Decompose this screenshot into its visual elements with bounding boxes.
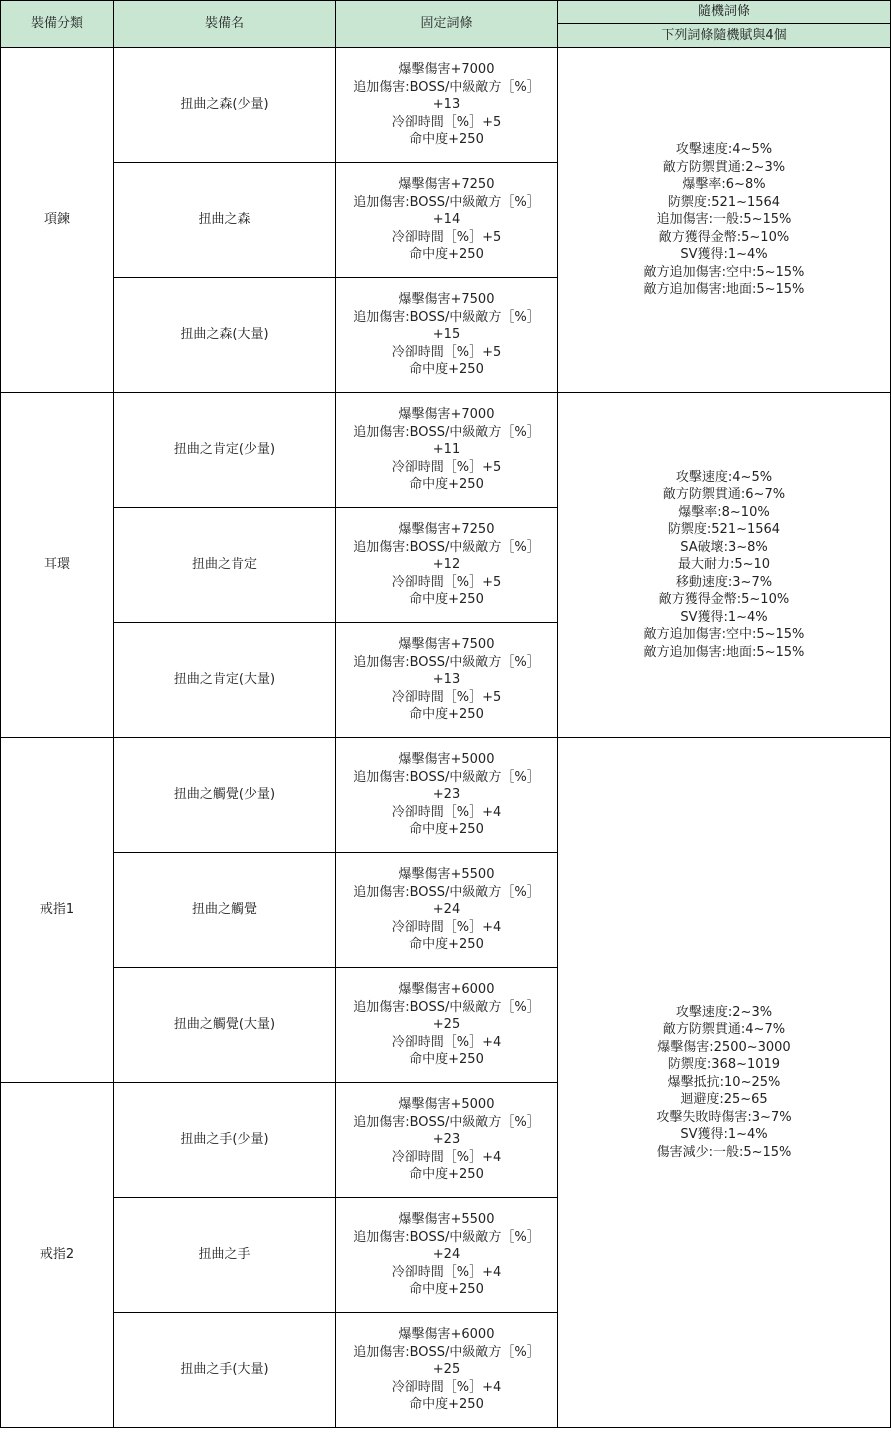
fixed-stats-cell-line: +15 [432,327,461,343]
fixed-stats-cell-line: 命中度+250 [409,1282,484,1298]
fixed-stats-cell-line: 命中度+250 [409,937,484,953]
random-stats-cell-line: 防禦度:521~1564 [667,194,781,210]
fixed-stats-cell [336,278,558,393]
item-name-cell: 扭曲之肯定(少量) [114,393,336,508]
fixed-stats-cell [336,623,558,738]
ring-random-stats-cell-line: 迴避度:25~65 [680,1092,768,1108]
fixed-stats-cell-line: 追加傷害:BOSS/中級敵方［%］ [353,539,540,555]
fixed-stats-cell-line: 追加傷害:BOSS/中級敵方［%］ [353,884,540,900]
random-stats-cell [558,48,891,393]
fixed-stats-cell-line: 命中度+250 [409,1397,484,1413]
category-cell: 耳環 [1,393,114,738]
fixed-stats-cell [336,393,558,508]
fixed-stats-cell-line: 冷卻時間［%］+4 [391,1379,502,1395]
category-cell: 戒指1 [1,738,114,1083]
fixed-stats-cell-line: 追加傷害:BOSS/中級敵方［%］ [353,1344,540,1360]
ring-random-stats-cell-line: SV獲得:1~4% [680,1127,768,1143]
ring-random-stats-cell-line: 攻擊失敗時傷害:3~7% [656,1109,792,1125]
random-stats-cell-line: 防禦度:521~1564 [667,522,781,538]
fixed-stats-cell-line: +23 [432,1132,461,1148]
fixed-stats-cell-line: 命中度+250 [409,1052,484,1068]
random-stats-cell-line: 追加傷害:一般:5~15% [656,212,792,228]
fixed-stats-cell-line: 爆擊傷害+7000 [398,62,495,78]
random-stats-cell [558,393,891,738]
random-stats-cell-line: 移動速度:3~7% [675,574,773,590]
fixed-stats-cell-line: 冷卻時間［%］+4 [391,919,502,935]
item-name-cell: 扭曲之森(大量) [114,278,336,393]
fixed-stats-cell [336,48,558,163]
ring-random-stats-cell-line: 攻擊速度:2~3% [675,1004,773,1020]
fixed-stats-cell-line: 追加傷害:BOSS/中級敵方［%］ [353,424,540,440]
item-name-cell: 扭曲之森(少量) [114,48,336,163]
fixed-stats-cell-line: 追加傷害:BOSS/中級敵方［%］ [353,1229,540,1245]
fixed-stats-cell-line: +24 [432,1247,461,1263]
fixed-stats-cell-line: +25 [432,1362,461,1378]
fixed-stats-cell-line: 冷卻時間［%］+4 [391,1149,502,1165]
fixed-stats-cell-line: 爆擊傷害+7250 [398,177,495,193]
table-row [1,393,891,508]
random-stats-cell-line: 敵方追加傷害:空中:5~15% [643,627,805,643]
ring-random-stats-cell-line: 敵方防禦貫通:4~7% [662,1022,786,1038]
fixed-stats-cell-line: 冷卻時間［%］+5 [391,574,502,590]
fixed-stats-cell-line: 爆擊傷害+5500 [398,1212,495,1228]
fixed-stats-cell-line: 爆擊傷害+6000 [398,982,495,998]
header-random: 隨機詞條 [558,1,891,24]
item-name-cell: 扭曲之手 [114,1198,336,1313]
fixed-stats-cell-line: 爆擊傷害+7500 [398,292,495,308]
fixed-stats-cell-line: +13 [432,672,461,688]
fixed-stats-cell-line: +14 [432,212,461,228]
fixed-stats-cell-line: 冷卻時間［%］+5 [391,229,502,245]
fixed-stats-cell-line: 冷卻時間［%］+5 [391,344,502,360]
fixed-stats-cell [336,1313,558,1428]
fixed-stats-cell-line: 爆擊傷害+7250 [398,522,495,538]
fixed-stats-cell [336,968,558,1083]
fixed-stats-cell-line: 命中度+250 [409,477,484,493]
category-cell: 戒指2 [1,1083,114,1428]
ring-random-stats-cell-line: 防禦度:368~1019 [667,1057,781,1073]
random-stats-cell-line: SA破壞:3~8% [680,539,768,555]
fixed-stats-cell [336,1198,558,1313]
fixed-stats-cell-line: 追加傷害:BOSS/中級敵方［%］ [353,309,540,325]
random-stats-cell-line: 爆擊率:8~10% [678,504,770,520]
fixed-stats-cell-line: 命中度+250 [409,132,484,148]
fixed-stats-cell-line: 命中度+250 [409,707,484,723]
fixed-stats-cell [336,163,558,278]
fixed-stats-cell-line: 冷卻時間［%］+4 [391,1264,502,1280]
random-stats-cell-line: 爆擊率:6~8% [682,177,766,193]
fixed-stats-cell-line: 追加傷害:BOSS/中級敵方［%］ [353,999,540,1015]
fixed-stats-cell-line: 冷卻時間［%］+5 [391,114,502,130]
fixed-stats-cell-line: 爆擊傷害+7500 [398,637,495,653]
fixed-stats-cell [336,1083,558,1198]
random-stats-cell-line: 敵方防禦貫通:2~3% [662,159,786,175]
fixed-stats-cell [336,853,558,968]
item-name-cell: 扭曲之肯定(大量) [114,623,336,738]
fixed-stats-cell-line: +25 [432,1017,461,1033]
fixed-stats-cell-line: 爆擊傷害+7000 [398,407,495,423]
random-stats-cell-line: SV獲得:1~4% [680,609,768,625]
random-stats-cell-line: 攻擊速度:4~5% [675,469,773,485]
fixed-stats-cell-line: 追加傷害:BOSS/中級敵方［%］ [353,79,540,95]
header-name: 裝備名 [114,1,336,48]
item-name-cell: 扭曲之觸覺(大量) [114,968,336,1083]
fixed-stats-cell-line: 追加傷害:BOSS/中級敵方［%］ [353,194,540,210]
fixed-stats-cell-line: 冷卻時間［%］+5 [391,689,502,705]
item-name-cell: 扭曲之森 [114,163,336,278]
fixed-stats-cell-line: +23 [432,787,461,803]
fixed-stats-cell-line: +13 [432,97,461,113]
random-stats-cell-line: 最大耐力:5~10 [677,557,771,573]
fixed-stats-cell-line: +12 [432,557,461,573]
fixed-stats-cell-line: 爆擊傷害+5000 [398,752,495,768]
random-stats-cell-line: 敵方追加傷害:地面:5~15% [643,644,805,660]
item-name-cell: 扭曲之手(大量) [114,1313,336,1428]
fixed-stats-cell-line: 冷卻時間［%］+4 [391,1034,502,1050]
fixed-stats-cell-line: 冷卻時間［%］+5 [391,459,502,475]
fixed-stats-cell-line: 追加傷害:BOSS/中級敵方［%］ [353,1114,540,1130]
item-name-cell: 扭曲之肯定 [114,508,336,623]
random-stats-cell-line: 敵方追加傷害:地面:5~15% [643,282,805,298]
ring-random-stats-cell-line: 傷害減少:一般:5~15% [656,1144,792,1160]
header-category: 裝備分類 [1,1,114,48]
fixed-stats-cell-line: 命中度+250 [409,822,484,838]
item-name-cell: 扭曲之觸覺(少量) [114,738,336,853]
table-row [1,738,891,853]
item-name-cell: 扭曲之手(少量) [114,1083,336,1198]
fixed-stats-cell-line: 命中度+250 [409,1167,484,1183]
fixed-stats-cell-line: 命中度+250 [409,247,484,263]
fixed-stats-cell-line: +11 [432,442,461,458]
ring-random-stats-cell-line: 爆擊抵抗:10~25% [667,1074,781,1090]
random-stats-cell-line: 敵方獲得金幣:5~10% [658,229,790,245]
fixed-stats-cell-line: 爆擊傷害+5000 [398,1097,495,1113]
fixed-stats-cell-line: 命中度+250 [409,592,484,608]
table-row [1,48,891,163]
category-cell: 項鍊 [1,48,114,393]
item-name-cell: 扭曲之觸覺 [114,853,336,968]
fixed-stats-cell [336,508,558,623]
random-stats-cell-line: 敵方獲得金幣:5~10% [658,592,790,608]
fixed-stats-cell-line: 爆擊傷害+6000 [398,1327,495,1343]
fixed-stats-cell-line: 冷卻時間［%］+4 [391,804,502,820]
ring-random-stats-cell [558,738,891,1428]
fixed-stats-cell-line: +24 [432,902,461,918]
fixed-stats-cell-line: 命中度+250 [409,362,484,378]
header-random-sub: 下列詞條隨機賦與4個 [558,24,891,48]
equipment-table-body [1,48,891,1428]
fixed-stats-cell-line: 追加傷害:BOSS/中級敵方［%］ [353,769,540,785]
random-stats-cell-line: SV獲得:1~4% [680,247,768,263]
random-stats-cell-line: 敵方防禦貫通:6~7% [662,487,786,503]
header-fixed: 固定詞條 [336,1,558,48]
fixed-stats-cell-line: 追加傷害:BOSS/中級敵方［%］ [353,654,540,670]
fixed-stats-cell [336,738,558,853]
random-stats-cell-line: 攻擊速度:4~5% [675,142,773,158]
ring-random-stats-cell-line: 爆擊傷害:2500~3000 [657,1039,791,1055]
random-stats-cell-line: 敵方追加傷害:空中:5~15% [643,264,805,280]
fixed-stats-cell-line: 爆擊傷害+5500 [398,867,495,883]
